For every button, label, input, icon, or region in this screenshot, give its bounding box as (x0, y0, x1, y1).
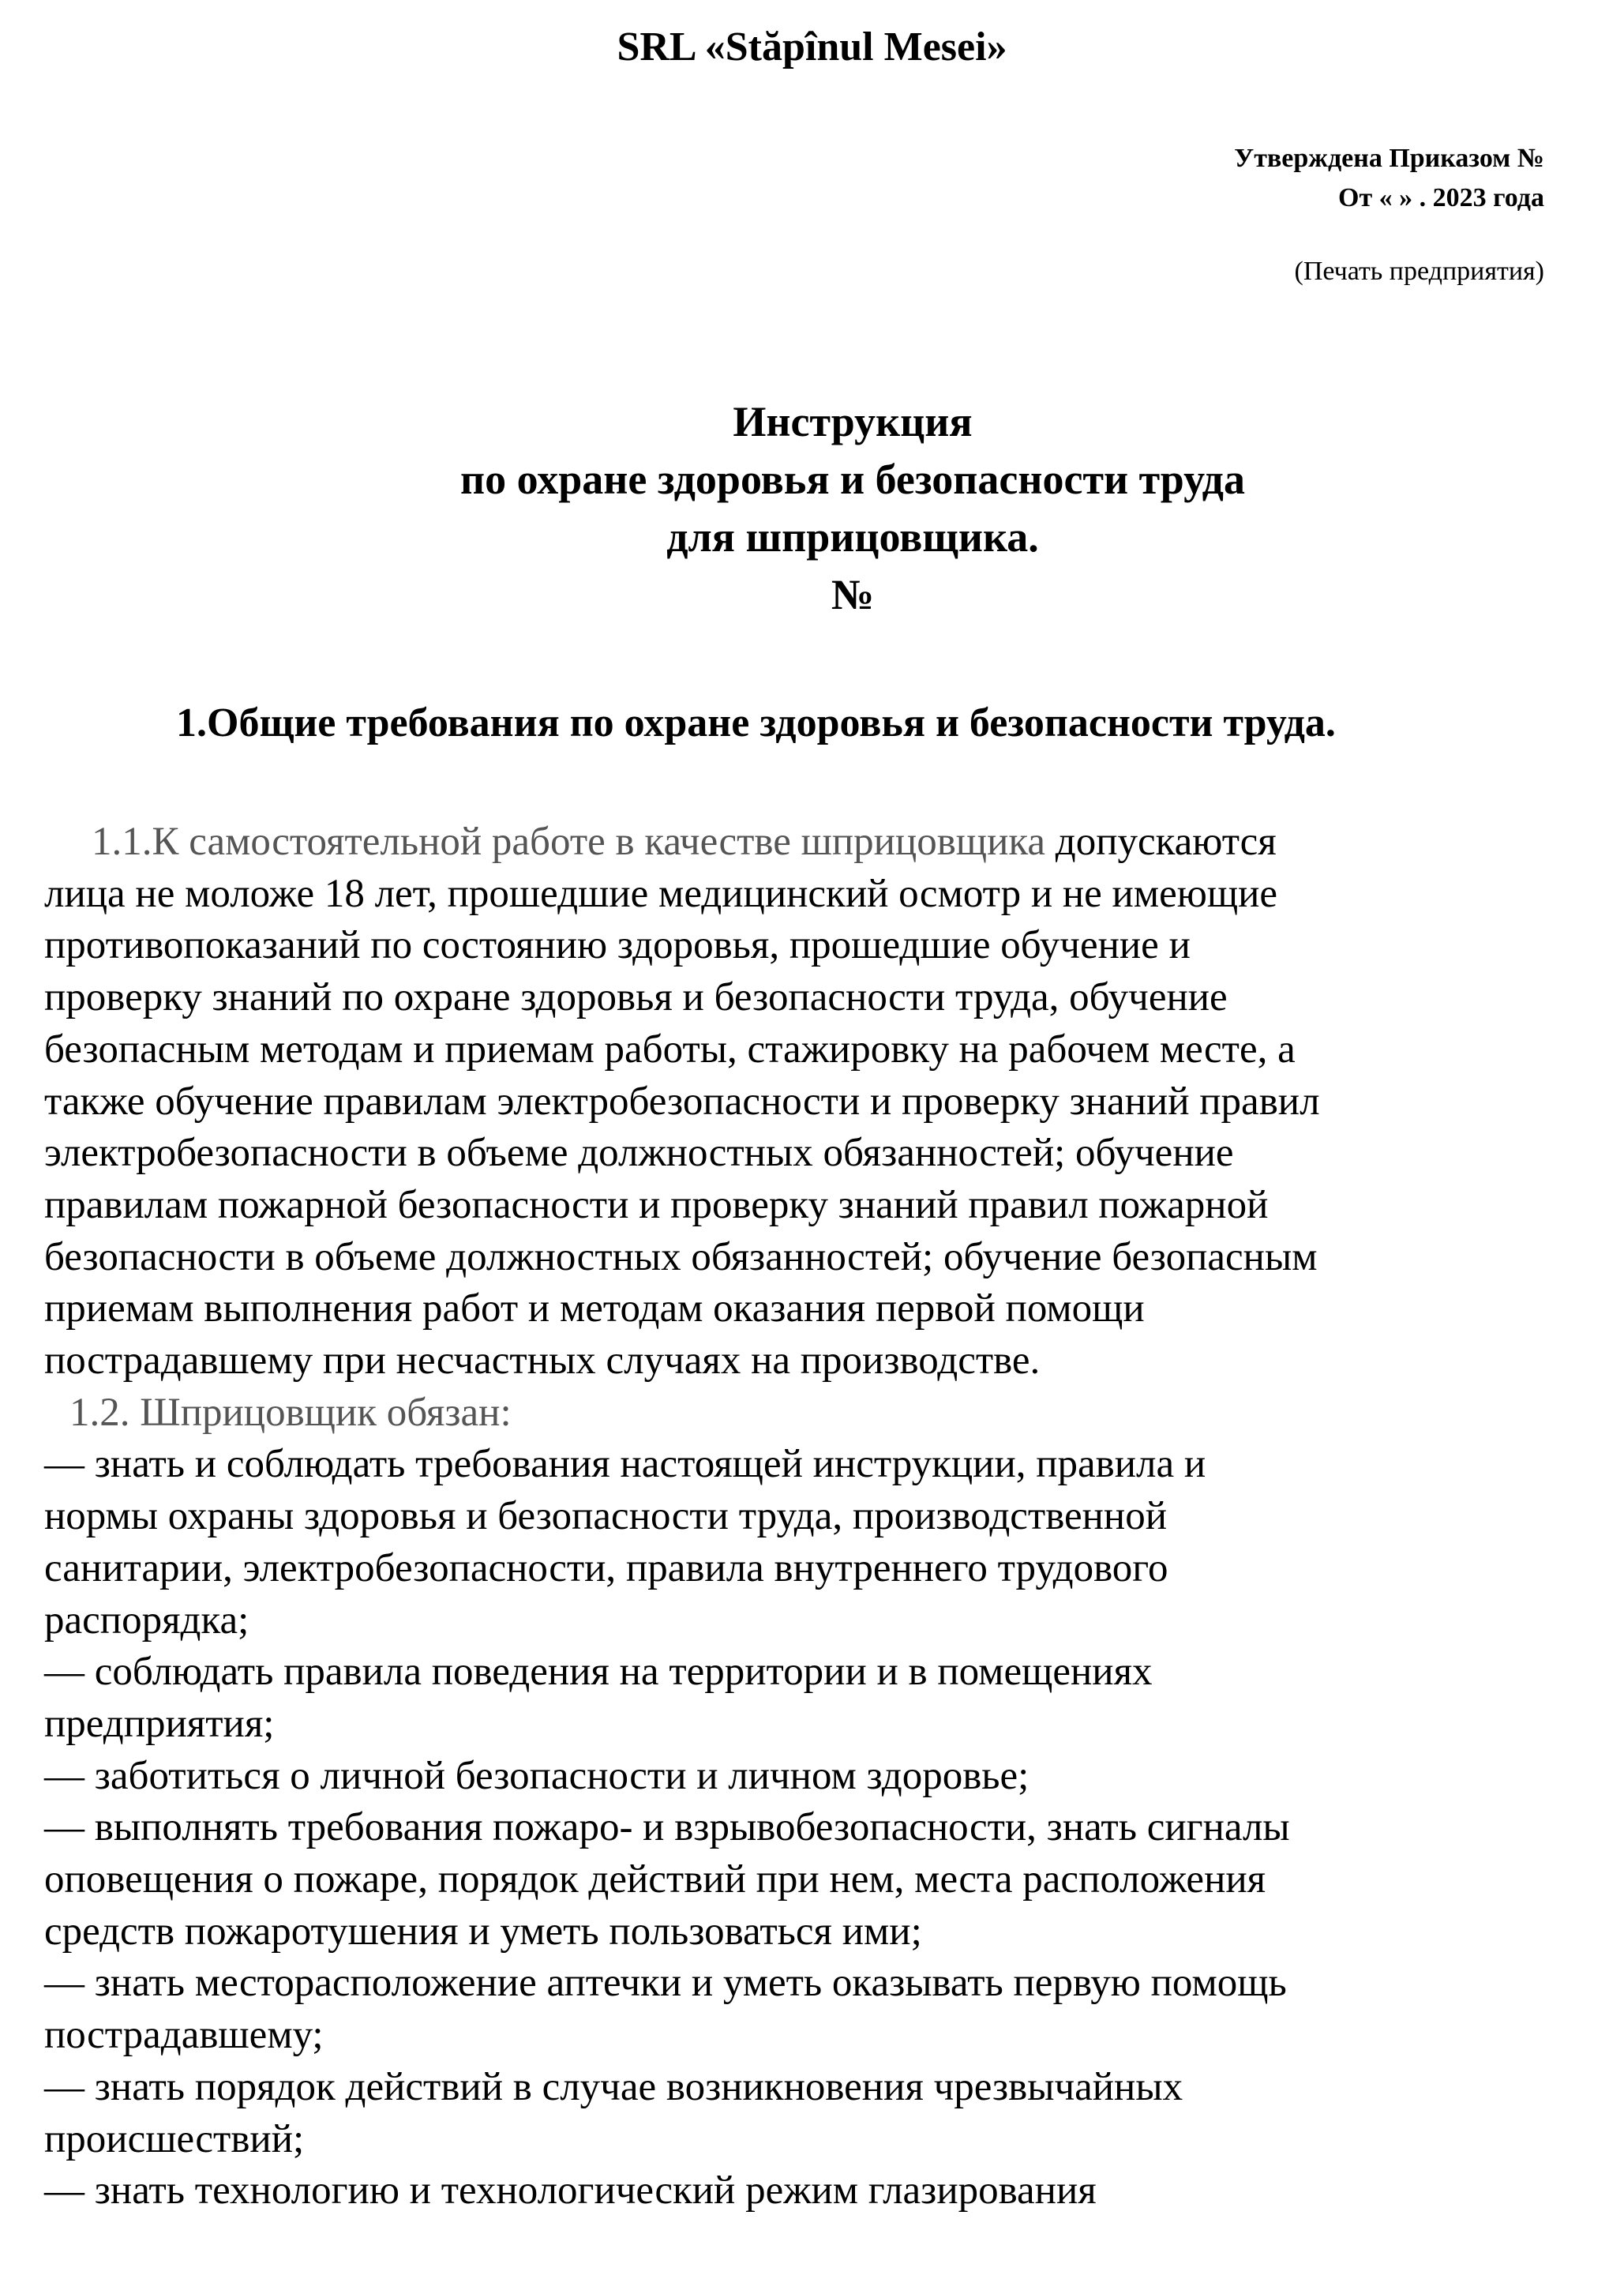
list-line: — выполнять требования пожаро- и взрывобезопасности, знать сигналы (44, 1805, 1290, 1850)
paragraph-line: лица не моложе 18 лет, прошедшие медицинский осмотр и не имеющие (44, 871, 1278, 916)
paragraph-line: безопасности в объеме должностных обязанностей; обучение безопасным (44, 1234, 1318, 1279)
approval-date-line: От « » . 2023 года (1338, 183, 1544, 212)
paragraph-line: противопоказаний по состоянию здоровья, прошедшие обучение и (44, 923, 1191, 968)
list-line: происшествий; (44, 2116, 305, 2161)
title-line-1: Инструкция (733, 398, 973, 445)
list-line: предприятия; (44, 1701, 275, 1746)
paragraph-line: безопасным методам и приемам работы, стажировку на рабочем месте, а (44, 1027, 1296, 1072)
paragraph-line: правилам пожарной безопасности и проверку знаний правил пожарной (44, 1182, 1269, 1227)
section-1-heading: 1.Общие требования по охране здоровья и безопасности труда. (176, 700, 1336, 745)
paragraph-1-2-heading: 1.2. Шприцовщик обязан: (69, 1390, 512, 1435)
list-line: — знать и соблюдать требования настоящей инструкции, правила и (44, 1442, 1206, 1487)
list-line: нормы охраны здоровья и безопасности труда, производственной (44, 1494, 1167, 1539)
seal-placeholder: (Печать предприятия) (1294, 257, 1544, 286)
title-line-2: по охране здоровья и безопасности труда (459, 456, 1246, 503)
paragraph-line: проверку знаний по охране здоровья и безопасности труда, обучение (44, 975, 1228, 1020)
company-name: SRL «Stăpînul Mesei» (617, 24, 1007, 69)
approval-block (1234, 139, 1544, 218)
list-line: пострадавшему; (44, 2013, 324, 2058)
paragraph-1-1-continuation: допускаются (1045, 820, 1277, 864)
document-title (0, 393, 1624, 624)
list-line: — соблюдать правила поведения на территории и в помещениях (44, 1650, 1153, 1695)
list-line: — заботиться о личной безопасности и личном здоровье; (44, 1753, 1030, 1798)
list-line: — знать технологию и технологический режим глазирования (44, 2168, 1097, 2213)
title-number: № (831, 571, 875, 618)
list-line: — знать порядок действий в случае возникновения чрезвычайных (44, 2064, 1183, 2109)
section-1-body (44, 817, 1592, 2217)
list-line: распорядка; (44, 1598, 249, 1643)
list-line: — знать месторасположение аптечки и уметь оказывать первую помощь (44, 1961, 1287, 2006)
title-line-3: для шприцовщика. (666, 513, 1039, 561)
paragraph-line: приемам выполнения работ и методам оказания первой помощи (44, 1286, 1145, 1331)
paragraph-line: пострадавшему при несчастных случаях на производстве. (44, 1338, 1041, 1384)
paragraph-line: также обучение правилам электробезопасности и проверку знаний правил (44, 1079, 1320, 1124)
list-line: оповещения о пожаре, порядок действий при нем, места расположения (44, 1857, 1266, 1902)
paragraph-1-1-lead: 1.1.К самостоятельной работе в качестве шприцовщика (92, 820, 1046, 864)
paragraph-line: электробезопасности в объеме должностных обязанностей; обучение (44, 1131, 1234, 1176)
list-line: средств пожаротушения и уметь пользоваться ими; (44, 1909, 922, 1954)
list-line: санитарии, электробезопасности, правила внутреннего трудового (44, 1545, 1168, 1590)
approval-order-line: Утверждена Приказом № (1234, 144, 1544, 173)
paragraph-1-1-first-line (44, 817, 1592, 869)
